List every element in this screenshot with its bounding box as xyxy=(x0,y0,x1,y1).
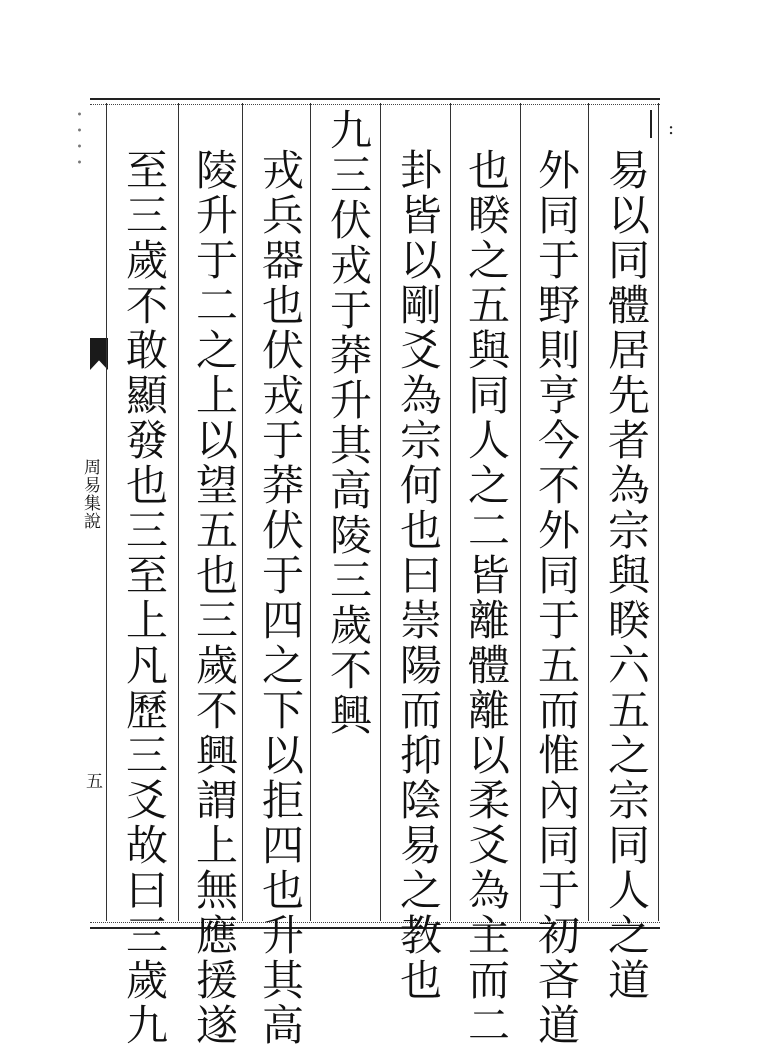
column-rule xyxy=(658,103,659,921)
corner-dots-mark: : xyxy=(668,118,675,139)
book-title: 周易集說 xyxy=(80,458,100,530)
text-column-5: 九三伏戎于莽升其高陵三歲不興 xyxy=(324,108,373,738)
text-column-6: 戎兵器也伏戎于莽伏于四之下以拒四也升其高 xyxy=(256,148,305,1048)
text-column-7: 陵升于二之上以望五也三歲不興謂上無應援遂 xyxy=(190,148,239,1048)
text-column-1: 易以同體居先者為宗與睽六五之宗同人之道 xyxy=(602,148,651,1003)
text-column-2: 外同于野則亨今不外同于五而惟內同于初吝道 xyxy=(532,148,581,1048)
column-rule xyxy=(520,103,521,921)
column-rule xyxy=(106,103,107,921)
column-rule xyxy=(178,103,179,921)
column-rule xyxy=(588,103,589,921)
column-rule xyxy=(242,103,243,921)
top-border-rule xyxy=(90,98,660,105)
text-column-8: 至三歲不敢顯發也三至上凡歷三爻故曰三歲九 xyxy=(120,148,169,1048)
column-rule xyxy=(310,103,311,921)
text-column-4: 卦皆以剛爻為宗何也曰崇陽而抑陰易之教也 xyxy=(394,148,443,1003)
corner-bracket-mark xyxy=(650,110,662,138)
column-rule xyxy=(380,103,381,921)
margin-residual-marks: ・・・・ xyxy=(69,106,88,170)
folio-number: 五 xyxy=(82,772,102,789)
text-column-3: 也睽之五與同人之二皆離體離以柔爻為主而二 xyxy=(462,148,511,1048)
column-rule xyxy=(450,103,451,921)
